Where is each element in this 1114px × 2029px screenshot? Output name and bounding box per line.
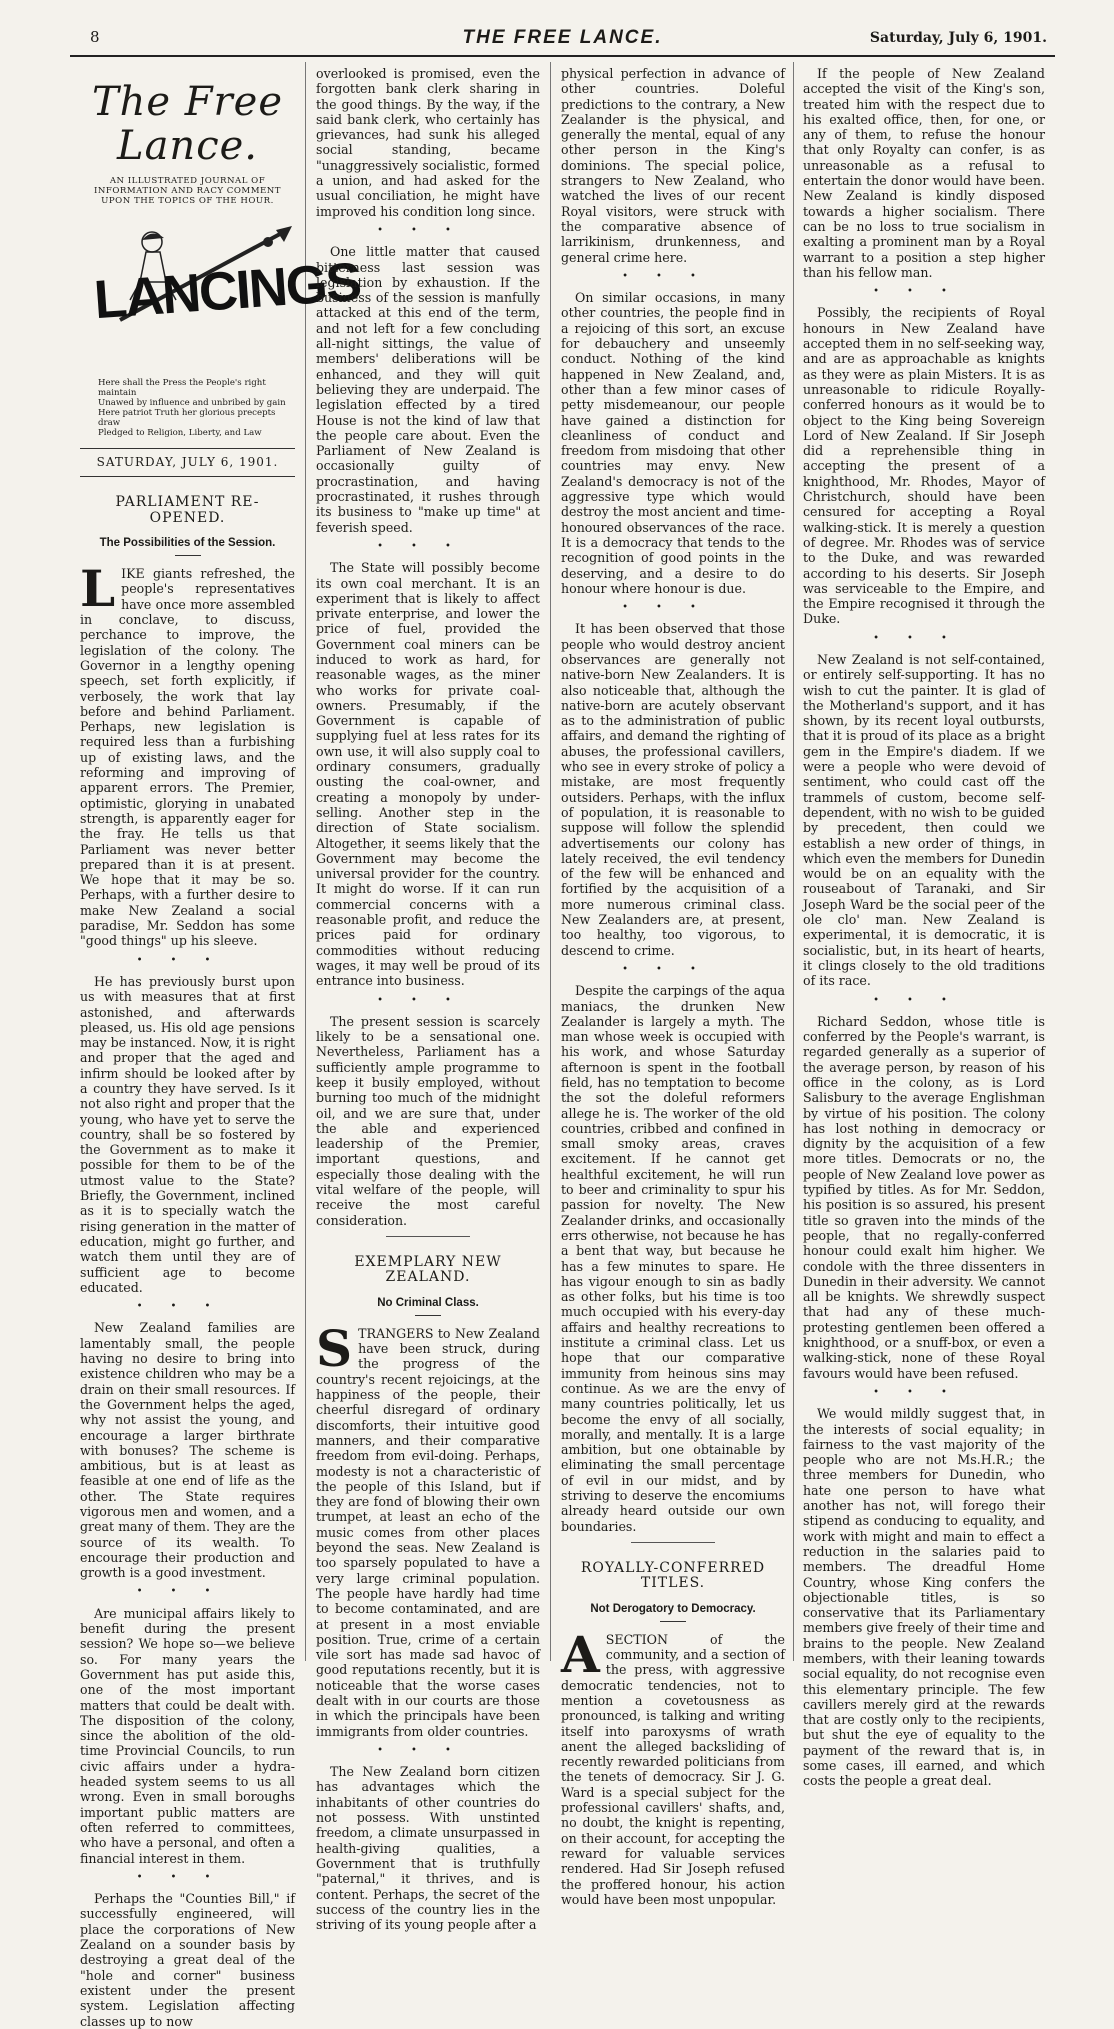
article-2-paragraph <box>316 1318 540 1739</box>
divider <box>660 1621 686 1622</box>
article-3-headline: ROYALLY-CONFERRED TITLES. <box>580 1559 766 1592</box>
article-1-paragraph: He has previously burst upon us with measures that at first astonished, and afterwards pleased, us. His old age pensions may be instanced. Now, it is right and proper that the aged and infirm should be looked after by a country they have served. Is it not also right and proper that the young, who have yet to serve the country, shall be so fostered by the Government as to make it possible for them to be of the utmost value to the State? Briefly, the Government, inclined as it is to specially watch the rising generation in the matter of education, might go further, and watch them until they are of sufficient age to become educated. <box>80 973 295 1295</box>
section-break: ••• <box>377 224 479 236</box>
column-divider <box>550 62 551 1661</box>
article-3-paragraph: We would mildly suggest that, in the interests of social equality; in fairness to the vast majority of the people who are not Ms.H.R.; the three members for Dunedin, who hate one person to have what another has not, will forego their stipend as conducing to equality, and work with might and main to effect a reduction in the salaries paid to members. The dreadful Home Country, whose King confers the objectionable titles, is so conservative that its Parliamentary members give freely of their time and brains to the people. New Zealand members, with their leaning towards social equality, do not recognise even this elementary principle. The few cavillers merely gird at the rewards that are costly only to the recipients, but shut the eye of equality to the payment of the reward that is, in some cases, ill earned, and which costs the people a great deal. <box>803 1406 1045 1789</box>
lancings-title: LANCINGS <box>92 251 362 331</box>
article-2-headline: EXEMPLARY NEW ZEALAND. <box>354 1253 502 1286</box>
section-break: ••• <box>873 286 975 298</box>
divider <box>175 555 201 556</box>
header-rule <box>70 55 1055 57</box>
column-3 <box>561 66 785 1907</box>
column-2 <box>316 66 540 1933</box>
section-break: ••• <box>136 1586 239 1598</box>
paragraph-text: IKE giants refreshed, the people's representatives have once more assembled in conclave, to discuss, perchance to improve, the legislation of the colony. The Governor in a lengthy opening speech, set forth explicitly, if verbosely, the work that lay before and behind Parliament. Perhaps, new legislation is required less than a furbishing up of existing laws, and the reforming and improving of apparent errors. The Premier, optimistic, glorying in unabated strength, is apparently eager for the fray. He tells us that Parliament was never better prepared than it is at present. We hope that it may be so. Perhaps, with a further desire to make New Zealand a social paradise, Mr. Seddon has some "good things" up his sleeve. <box>80 566 295 949</box>
column-4 <box>803 66 1045 1789</box>
article-2-paragraph: On similar occasions, in many other countries, the people find in a rejoicing of this sort, an excuse for debauchery and unseemly conduct. Nothing of the kind happened in New Zealand, and, other than a few minor cases of petty misdemeanour, our people have gained a distinction for cleanliness of conduct and freedom from misdoing that other countries may envy. New Zealand's democracy is not of the aggressive type which would destroy the most ancient and time-honoured observances of the race. It is a democracy that tends to the recognition of good points in the deserving, and a desire to do honour where honour is due. <box>561 290 785 596</box>
divider <box>386 1236 470 1237</box>
divider <box>80 448 295 449</box>
section-break: ••• <box>136 1871 239 1883</box>
paragraph-text: SECTION of the community, and a section of the press, with aggressive democratic tendencies, not to mention a covetousness as pronounced, is talking and writing itself into paroxysms of wrath anent the alleged backsliding of recently rewarded politicians from the tenets of democracy. Sir J. G. Ward is a special subject for the professional cavillers' shafts, and, no doubt, the knight is repenting, on their account, for accepting the reward for valuable services rendered. Had Sir Joseph refused the proffered honour, his action would have been most unpopular. <box>561 1631 785 1907</box>
article-3-paragraph: Richard Seddon, whose title is conferred by the People's warrant, is regarded generally as a superior of the average person, by reason of his office in the colony, as is Lord Salisbury to the average Englishman by virtue of his position. The colony has lost nothing in democracy or dignity by the acquisition of a few more titles. Democrats or no, the people of New Zealand love power as typified by titles. As for Mr. Seddon, his position is so assured, his present title so graven into the minds of the people, that no regally-conferred honour could exalt him higher. We condole with the three dissenters in Dunedin in their adversity. We cannot all be knights. We shrewdly suspect that had any of these much-protesting gentlemen been offered a knighthood, or a snuff-box, or even a walking-stick, none of these Royal favours would have been refused. <box>803 1013 1045 1381</box>
paragraph-text: TRANGERS to New Zealand have been struck, during the progress of the country's recent rejoicings, at the happiness of the people, their cheerful disregard of ordinary discomforts, their intuitive good manners, and their comparative freedom from evil-doing. Perhaps, modesty is not a characteristic of the people of this Island, but if they are fond of blowing their own trumpet, at least an echo of the music comes from other places beyond the seas. New Zealand is too sparsely populated to have a very large criminal population. The people have hardly had time to become contaminated, and are at present in a most enviable position. True, crime of a certain vile sort has made sad havoc of good reputations recently, but it is noticeable that the worse cases dealt with in our courts are those in which the principals have been immigrants from older countries. <box>316 1325 540 1739</box>
article-1-paragraph: The State will possibly become its own coal merchant. It is an experiment that is likely to affect private enterprise, and lower the price of fuel, provided the Government coal miners can be induced to work as hard, for reasonable wages, as the miner who works for private coal-owners. Presumably, if the Government is capable of supplying fuel at less rates for its own use, it will also supply coal to ordinary consumers, gradually ousting the coal-owner, and creating a monopoly by under-selling. Another step in the direction of State socialism. Altogether, it seems likely that the Government may become the universal provider for the country. It might do worse. If it can run commercial concerns with a reasonable profit, and reduce the prices paid for ordinary commodities without reducing wages, it may well be proud of its entrance into business. <box>316 560 540 989</box>
article-1-paragraph: Perhaps the "Counties Bill," if successfully engineered, will place the corporations of New Zealand on a sounder basis by destroying a great deal of the "hole and corner" business existent under the present system. Legislation affecting classes up to now <box>80 1891 295 2029</box>
header-date: Saturday, July 6, 1901. <box>869 30 1047 46</box>
page-number: 8 <box>90 28 100 46</box>
article-2-paragraph: physical perfection in advance of other countries. Doleful predictions to the contrary, a New Zealander is the physical, and generally the mental, equal of any other person in the King's dominions. The special police, strangers to New Zealand, who watched the lives of our recent Royal visitors, were struck with the comparative absence of larrikinism, drunkenness, and general crime here. <box>561 66 785 265</box>
article-1-subhead: The Possibilities of the Session. <box>99 536 276 549</box>
article-1-paragraph: One little matter that caused bitterness last session was legislation by exhaustion. If the business of the session is manfully attacked at this end of the term, and not left for a few concluding all-night sittings, the value of members' deliberations will be enhanced, and they will quit believing they are underpaid. The legislation effected by a tired House is not the kind of law that the people care about. Even the Parliament of New Zealand is occasionally guilty of procrastination, and having procrastinated, it rushes through its business to "make up time" at feverish speed. <box>316 244 540 535</box>
divider <box>415 1315 441 1316</box>
article-1-paragraph: overlooked is promised, even the forgotten bank clerk sharing in the good things. By the way, if the said bank clerk, who certainly has grievances, had sunk his alleged social standing, became "unaggressively socialistic, formed a union, and had asked for the usual conciliation, he might have improved his condition long since. <box>316 66 540 219</box>
article-1-paragraph: The present session is scarcely likely to be a sensational one. Nevertheless, Parliament has a sufficiently ample programme to keep it busily employed, without burning too much of the midnight oil, and we are sure that, under the able and experienced leadership of the Premier, important questions, and especially those dealing with the vital welfare of the people, will receive the most careful consideration. <box>316 1013 540 1228</box>
article-3-paragraph: New Zealand is not self-contained, or entirely self-supporting. It has no wish to cut the painter. It is glad of the Motherland's support, and it has shown, by its recent loyal outbursts, that it is proud of its place as a bright gem in the Empire's diadem. If we were a people who were devoid of sentiment, who could cast off the trammels of custom, become self-dependent, with no wish to be guided by precedent, then could we establish a new order of things, in which even the members for Dunedin would be on an equality with the rouseabout of Taranaki, and Sir Joseph Ward be the social peer of the ole clo' man. New Zealand is experimental, it is democratic, it is socialistic, but, in its heart of hearts, it clings closely to the old traditions of its race. <box>803 651 1045 989</box>
divider <box>631 1542 715 1543</box>
column-1 <box>80 66 362 2029</box>
article-3-paragraph: Possibly, the recipients of Royal honours in New Zealand have accepted them in no self-seeking way, and are as approachable as knights as they were as plain Misters. It is as unreasonable to ridicule Royally-conferred honours as it would be to object to the King being Sovereign Lord of New Zealand. If Sir Joseph did a reprehensible thing in accepting the present of a knighthood, Mr. Rhodes, Mayor of Christchurch, should have been censured for accepting a Royal walking-stick. It is merely a question of degree. Mr. Rhodes was of service to the Duke, and was rewarded according to his deserts. Sir Joseph was serviceable to the Empire, and the Empire recognised it through the Duke. <box>803 305 1045 627</box>
article-1-paragraph <box>80 559 295 949</box>
section-break: ••• <box>136 954 239 966</box>
article-3-subhead: Not Derogatory to Democracy. <box>590 1602 756 1615</box>
section-break: ••• <box>377 1744 479 1756</box>
section-break: ••• <box>622 963 724 975</box>
drop-cap: L <box>80 559 116 619</box>
masthead: THE FREE LANCE. <box>462 27 663 48</box>
lancings-illustration <box>80 220 362 370</box>
section-break: ••• <box>873 632 975 644</box>
article-3-paragraph <box>561 1624 785 1907</box>
section-break: ••• <box>136 1301 239 1313</box>
drop-cap: A <box>561 1624 600 1684</box>
page-header <box>70 27 1055 52</box>
logo-tagline: AN ILLUSTRATED JOURNAL OF INFORMATION AND RACY COMMENT UPON THE TOPICS OF THE HOUR. <box>93 176 282 206</box>
section-break: ••• <box>622 602 724 614</box>
logo-title: The Free Lance. <box>91 79 284 169</box>
section-break: ••• <box>622 270 724 282</box>
section-break: ••• <box>377 994 479 1006</box>
article-1-paragraph: New Zealand families are lamentably small, the people having no desire to bring into existence children who may be a drain on their small resources. If the Government helps the aged, why not assist the young, and encourage a larger birthrate with bonuses? The scheme is ambitious, but is at least as feasible at one end of life as the other. The State requires vigorous men and women, and a great many of them. They are the source of its wealth. To encourage their production and growth is a good investment. <box>80 1320 295 1581</box>
article-2-paragraph: Despite the carpings of the aqua maniacs, the drunken New Zealander is largely a myth. The man whose week is occupied with his work, and whose Saturday afternoon is spent in the football field, has no temptation to become the sot the doleful reformers allege he is. The worker of the old countries, cribbed and confined in small smoky areas, craves excitement. If he cannot get healthful excitement, he will run to beer and criminality to spur his passion for novelty. The New Zealander drinks, and occasionally errs otherwise, not because he has a bent that way, but because he has a few minutes to spare. He has vigour enough to sin as badly as other folks, but his time is too much occupied with his every-day affairs and healthy recreations to institute a criminal class. Let us hope that our comparative immunity from heinous sins may continue. As we are the envy of many countries politically, let us become the envy of all socially, morally, and mentally. It is a large ambition, but one obtainable by eliminating the small percentage of evil in our midst, and by striving to deserve the encomiums already heard outside our own boundaries. <box>561 983 785 1534</box>
column-divider <box>793 62 794 1661</box>
lancings-motto: Here shall the Press the People's right maintain Unawed by influence and unbribed by gain Here patriot Truth her glorious precepts draw Pledged to Religion, Liberty, and Law <box>98 378 286 438</box>
article-2-paragraph: It has been observed that those people who would destroy ancient observances are generally not native-born New Zealanders. It is also noticeable that, although the native-born are acutely observant as to the administration of public affairs, and demand the righting of abuses, the professional cavillers, who see in every stroke of policy a mistake, are most frequently outsiders. Perhaps, with the influx of population, it is reasonable to suppose will follow the splendid advertisements our colony has lately received, the evil tendency of the few will be enhanced and fortified by the acquisition of a more numerous criminal class. New Zealanders are, at present, too healthy, too vigorous, to descend to crime. <box>561 621 785 958</box>
article-3-paragraph: If the people of New Zealand accepted the visit of the King's son, treated him with the respect due to his exalted office, then, for one, or any of them, to refuse the honour that only Royalty can confer, is as unreasonable as a refusal to entertain the donor would have been. New Zealand is kindly disposed towards a higher socialism. There can be no loss to true socialism in exalting a prominent man by a Royal warrant to a position a step higher than his fellow man. <box>803 66 1045 280</box>
divider <box>80 476 295 477</box>
drop-cap: S <box>316 1318 353 1378</box>
section-break: ••• <box>873 994 975 1006</box>
article-2-paragraph: The New Zealand born citizen has advantages which the inhabitants of other countries do not possess. With unstinted freedom, a climate unsurpassed in health-giving qualities, a Government that is truthfully "paternal," it thrives, and is content. Perhaps, the secret of the success of the country lies in the striving of its young people after a <box>316 1764 540 1933</box>
section-break: ••• <box>873 1386 975 1398</box>
dateline: SATURDAY, JULY 6, 1901. <box>96 455 279 469</box>
article-1-headline: PARLIAMENT RE-OPENED. <box>115 494 260 526</box>
free-lance-logo <box>80 80 295 168</box>
article-2-subhead: No Criminal Class. <box>377 1296 479 1309</box>
article-1-paragraph: Are municipal affairs likely to benefit during the present session? We hope so—we believe so. For many years the Government has put aside this, one of the most important matters that could be dealt with. The disposition of the colony, since the abolition of the old-time Provincial Councils, to run civic affairs under a hydra-headed system seems to us all wrong. Even in small boroughs important public matters are often referred to committees, who have a personal, and often a financial interest in them. <box>80 1605 295 1866</box>
section-break: ••• <box>377 540 479 552</box>
